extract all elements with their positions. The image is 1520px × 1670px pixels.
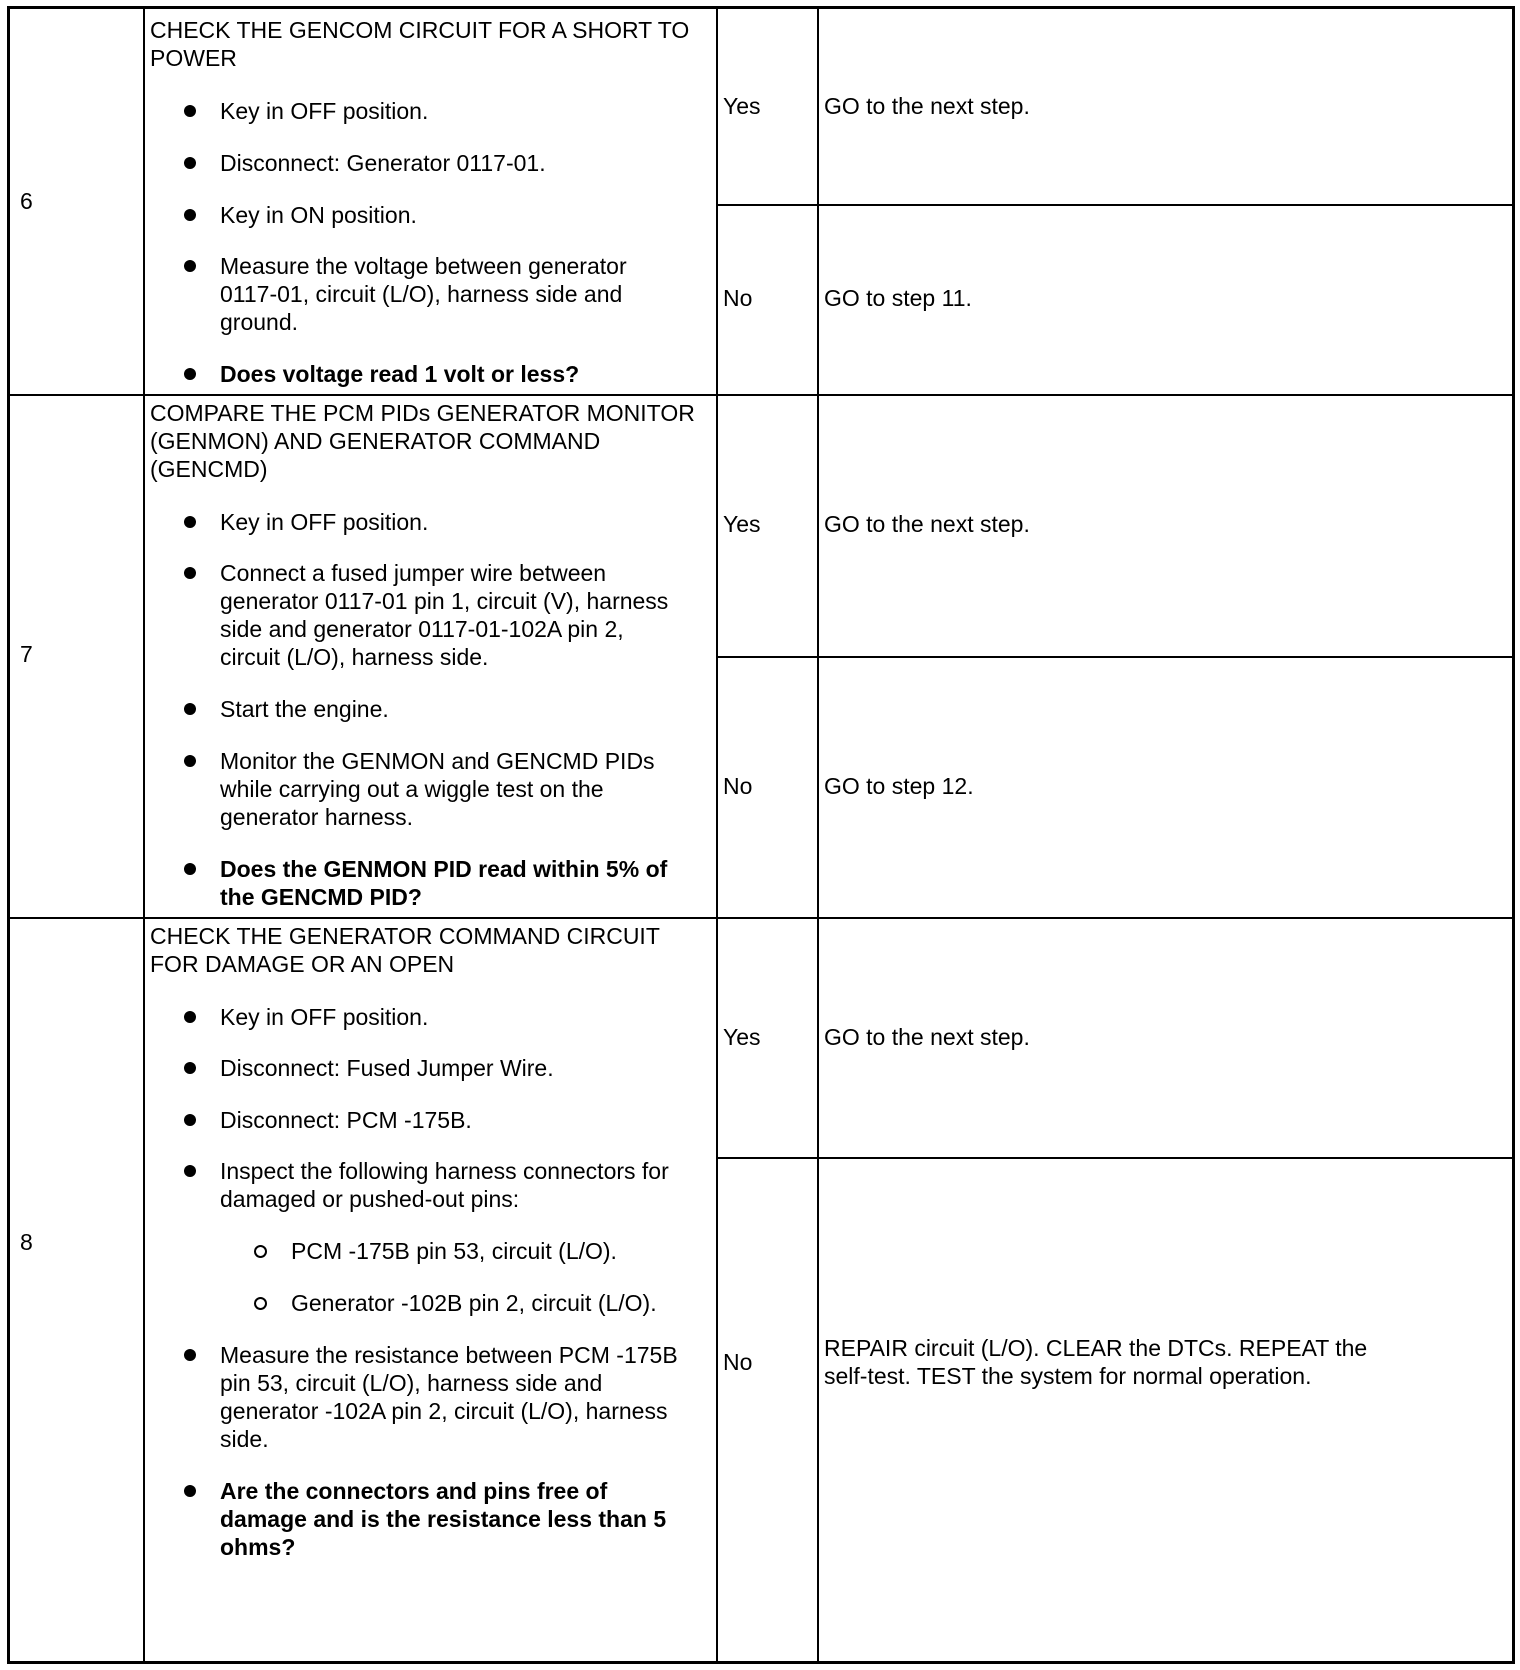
result-action: GO to the next step.: [824, 1024, 1030, 1050]
step-title-line: (GENCMD): [150, 456, 268, 482]
bullet-icon: [184, 1114, 196, 1126]
sub-bullet-icon: [254, 1245, 267, 1258]
action-line: Key in OFF position.: [220, 509, 429, 535]
result-action: GO to the next step.: [824, 511, 1030, 537]
row-divider: [10, 917, 1512, 919]
action-line: while carrying out a wiggle test on the: [220, 776, 604, 802]
step-title-line: (GENMON) AND GENERATOR COMMAND: [150, 428, 601, 454]
row-divider: [10, 394, 1512, 396]
question-line: Does voltage read 1 volt or less?: [220, 361, 580, 387]
action-line: side.: [220, 1426, 269, 1452]
action-line: Monitor the GENMON and GENCMD PIDs: [220, 748, 655, 774]
column-divider: [817, 9, 819, 1661]
bullet-icon: [184, 1485, 196, 1497]
step-title-line: COMPARE THE PCM PIDs GENERATOR MONITOR: [150, 400, 695, 426]
action-line: Disconnect: Generator 0117-01.: [220, 150, 546, 176]
column-divider: [143, 9, 145, 1661]
result-answer: No: [723, 285, 753, 311]
action-line: generator -102A pin 2, circuit (L/O), harness: [220, 1398, 668, 1424]
bullet-icon: [184, 368, 196, 380]
result-action: GO to step 12.: [824, 773, 974, 799]
bullet-icon: [184, 567, 196, 579]
action-line: 0117-01, circuit (L/O), harness side and: [220, 281, 623, 307]
column-divider: [716, 9, 718, 1661]
result-answer: No: [723, 773, 753, 799]
result-action: GO to step 11.: [824, 285, 972, 311]
action-line: side and generator 0117-01-102A pin 2,: [220, 616, 624, 642]
diagnostic-table: [7, 6, 1515, 1664]
action-line: Disconnect: PCM -175B.: [220, 1107, 472, 1133]
action-line: damaged or pushed-out pins:: [220, 1186, 520, 1212]
bullet-icon: [184, 105, 196, 117]
action-line: ground.: [220, 309, 299, 335]
step-title-line: POWER: [150, 45, 237, 71]
question-line: damage and is the resistance less than 5: [220, 1506, 667, 1532]
sub-action-line: PCM -175B pin 53, circuit (L/O).: [291, 1238, 617, 1264]
bullet-icon: [184, 1011, 196, 1023]
action-line: circuit (L/O), harness side.: [220, 644, 489, 670]
sub-bullet-icon: [254, 1297, 267, 1310]
step-number: 7: [20, 641, 33, 667]
question-line: ohms?: [220, 1534, 296, 1560]
question-line: Does the GENMON PID read within 5% of: [220, 856, 668, 882]
result-divider: [716, 1157, 1512, 1159]
result-action: self-test. TEST the system for normal operation.: [824, 1363, 1312, 1389]
action-line: Key in OFF position.: [220, 1004, 429, 1030]
action-line: pin 53, circuit (L/O), harness side and: [220, 1370, 603, 1396]
action-line: generator 0117-01 pin 1, circuit (V), harness: [220, 588, 669, 614]
action-line: Measure the voltage between generator: [220, 253, 627, 279]
result-answer: Yes: [723, 511, 761, 537]
bullet-icon: [184, 1062, 196, 1074]
result-action: GO to the next step.: [824, 93, 1030, 119]
result-divider: [716, 656, 1512, 658]
result-answer: No: [723, 1349, 753, 1375]
action-line: Measure the resistance between PCM -175B: [220, 1342, 678, 1368]
bullet-icon: [184, 1349, 196, 1361]
step-title-line: CHECK THE GENERATOR COMMAND CIRCUIT: [150, 923, 660, 949]
bullet-icon: [184, 260, 196, 272]
bullet-icon: [184, 516, 196, 528]
step-title-line: CHECK THE GENCOM CIRCUIT FOR A SHORT TO: [150, 17, 690, 43]
action-line: Key in OFF position.: [220, 98, 429, 124]
result-answer: Yes: [723, 93, 761, 119]
result-answer: Yes: [723, 1024, 761, 1050]
bullet-icon: [184, 209, 196, 221]
bullet-icon: [184, 703, 196, 715]
sub-action-line: Generator -102B pin 2, circuit (L/O).: [291, 1290, 657, 1316]
result-divider: [716, 204, 1512, 206]
bullet-icon: [184, 157, 196, 169]
action-line: Start the engine.: [220, 696, 389, 722]
action-line: Key in ON position.: [220, 202, 417, 228]
action-line: Disconnect: Fused Jumper Wire.: [220, 1055, 554, 1081]
step-title-line: FOR DAMAGE OR AN OPEN: [150, 951, 455, 977]
bullet-icon: [184, 755, 196, 767]
question-line: Are the connectors and pins free of: [220, 1478, 608, 1504]
action-line: Connect a fused jumper wire between: [220, 560, 607, 586]
action-line: generator harness.: [220, 804, 414, 830]
step-number: 6: [20, 188, 33, 214]
question-line: the GENCMD PID?: [220, 884, 422, 910]
bullet-icon: [184, 1165, 196, 1177]
step-number: 8: [20, 1229, 33, 1255]
result-action: REPAIR circuit (L/O). CLEAR the DTCs. REPEAT the: [824, 1335, 1368, 1361]
action-line: Inspect the following harness connectors for: [220, 1158, 669, 1184]
bullet-icon: [184, 863, 196, 875]
